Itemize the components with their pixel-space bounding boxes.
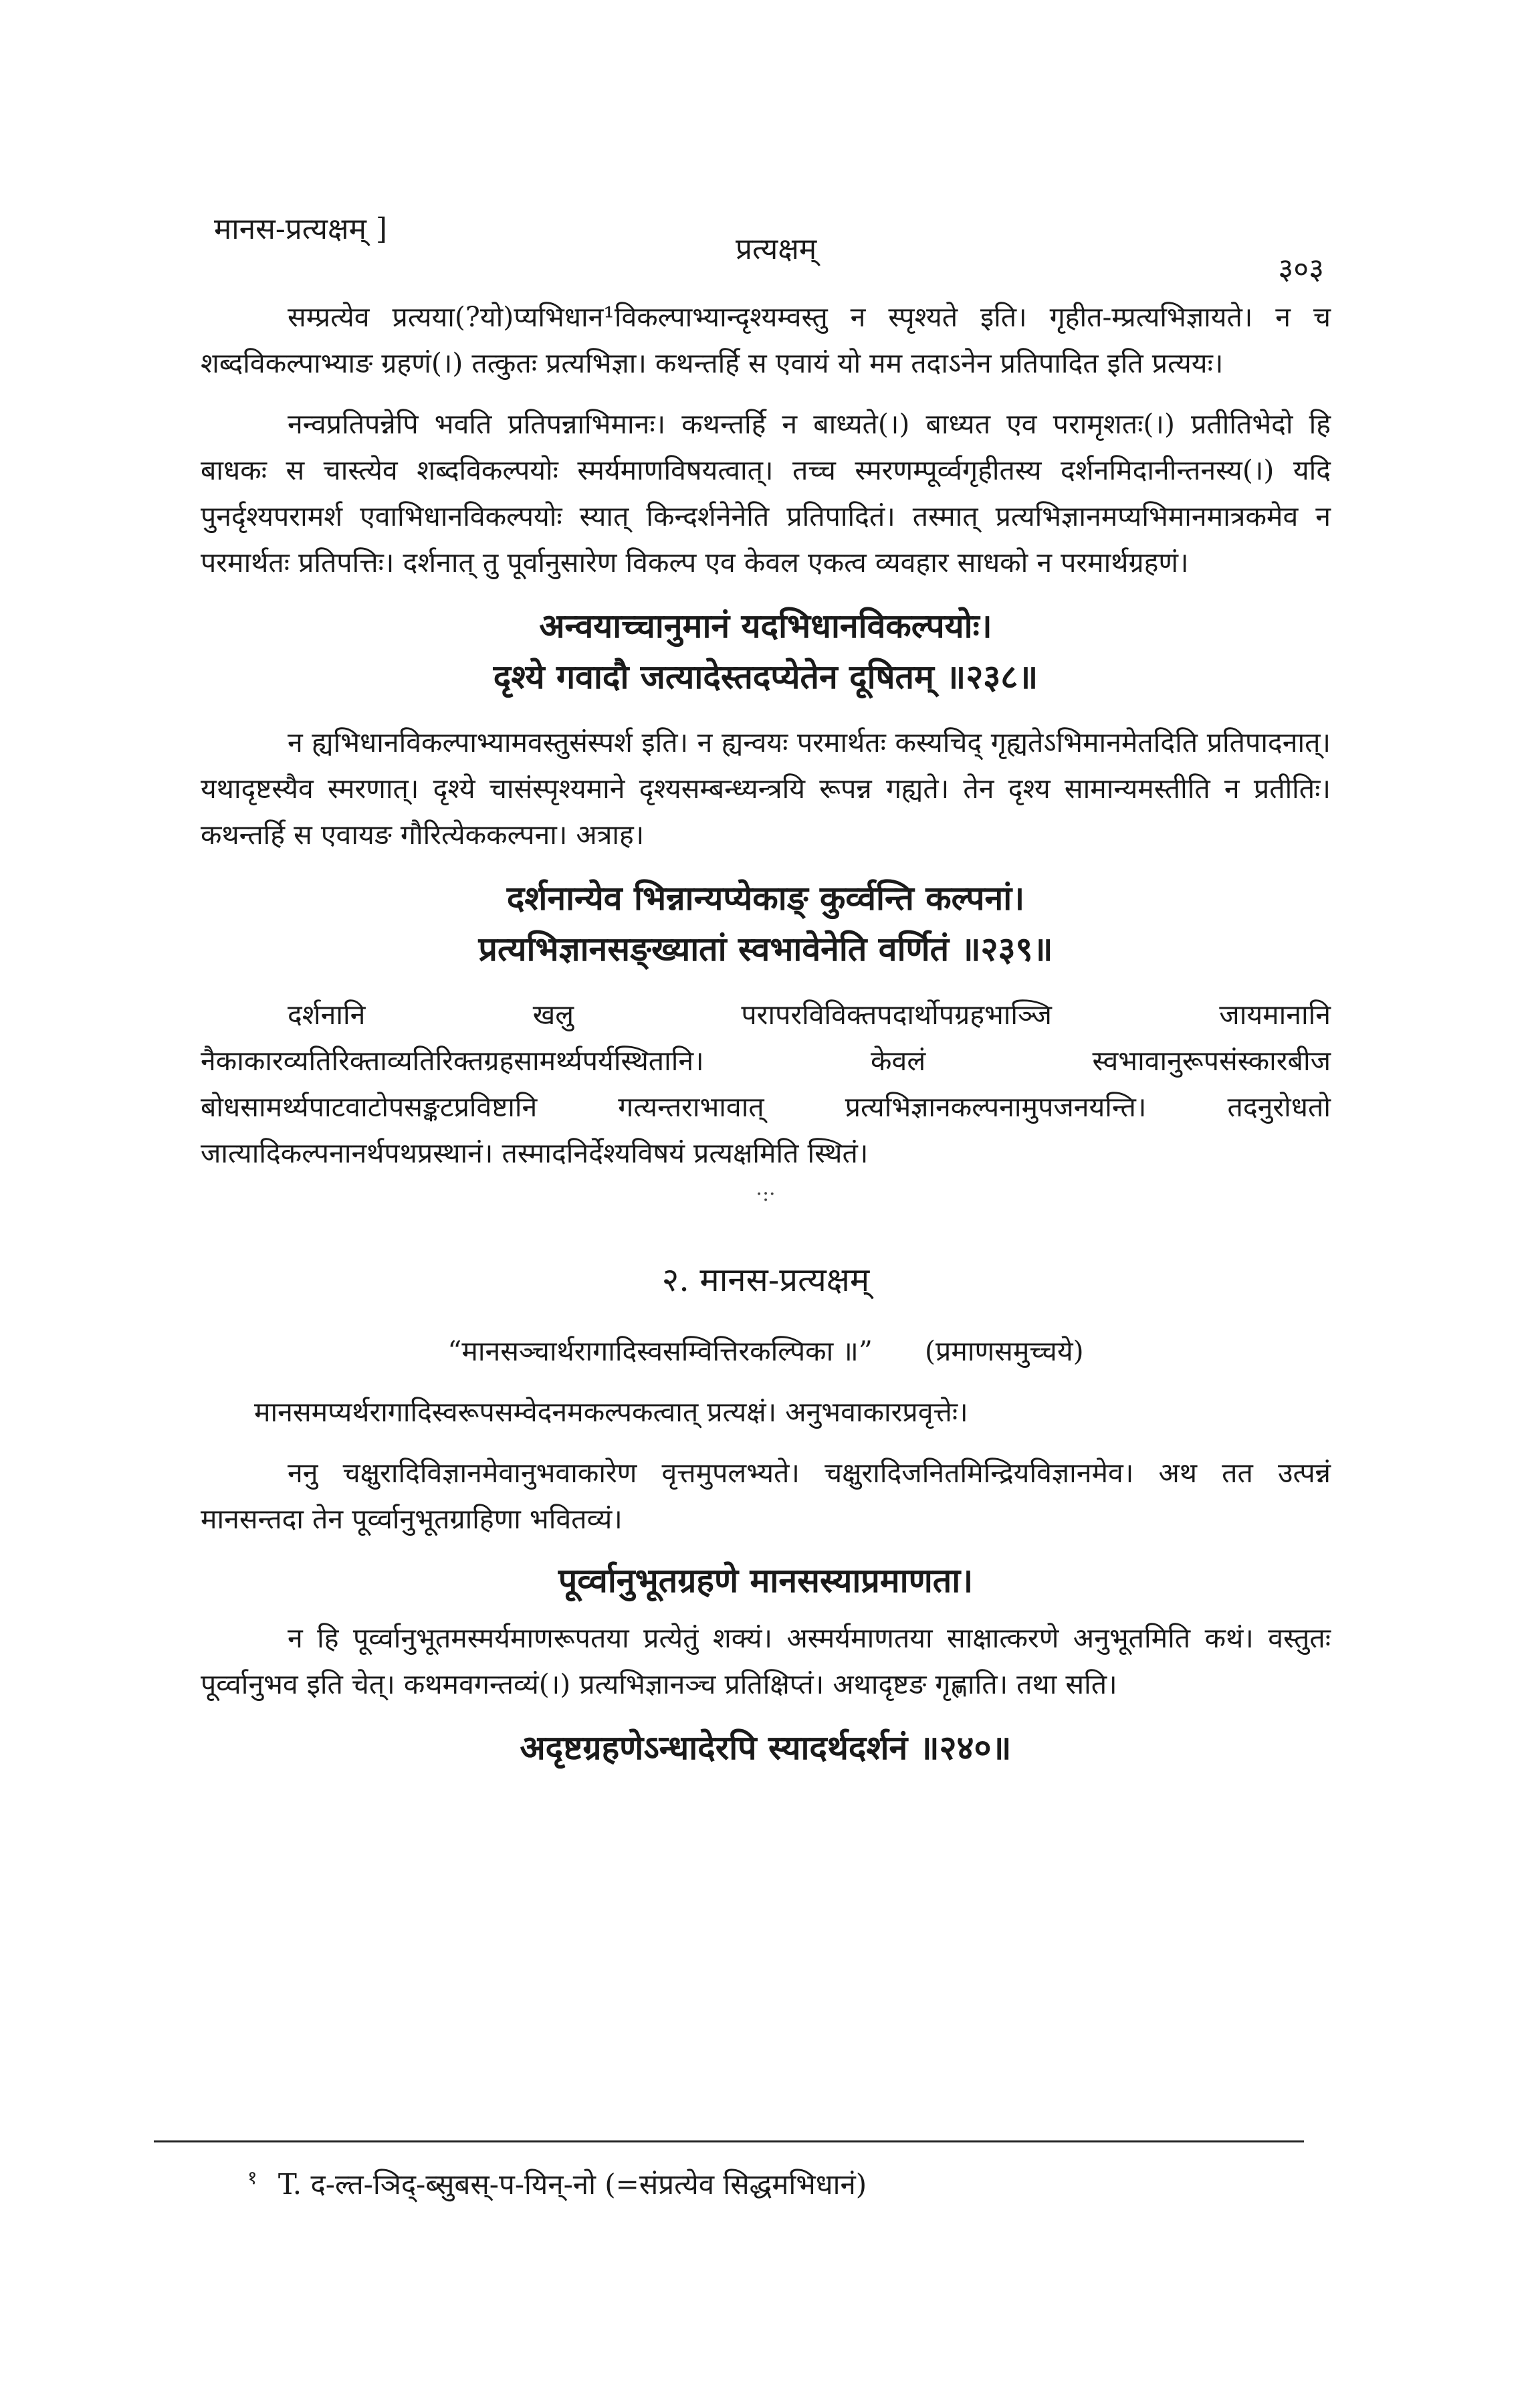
verse-238 [201, 601, 1331, 702]
footnote [247, 2165, 867, 2203]
running-head-title: प्रत्यक्षम् [736, 232, 817, 266]
paragraph-1: सम्प्रत्येव प्रत्यया(?यो)प्यभिधान¹विकल्पाभ्यान्दृश्यम्वस्तु न स्पृश्यते इति। गृहीत-म्प्रत्यभिज्ञायते। न च शब्दविकल्पाभ्याङ ग्रहणं(।) तत्कुतः प्रत्यभिज्ञा। कथन्तर्हि स एवायं यो मम तदाऽनेन प्रतिपादित इति प्रत्ययः। [201, 301, 1331, 379]
paragraph-after-verse-238: न ह्यभिधानविकल्पाभ्यामवस्तुसंस्पर्श इति। न ह्यन्वयः परमार्थतः कस्यचिद् गृह्यतेऽभिमानमेतदिति प्रतिपादनात्। यथादृष्टस्यैव स्मरणात्। दृश्ये चासंस्पृश्यमाने दृश्यसम्बन्ध्यन्त्रयि रूपन्न गह्यते। तेन दृश्य सामान्यमस्तीति न प्रतीतिः। कथन्तर्हि स एवायङ गौरित्येककल्पना। अत्राह। [201, 726, 1331, 851]
verse-238-line-2: दृश्ये गवादौ जत्यादेस्तदप्येतेन दूषितम् ॥२३८॥ [493, 657, 1038, 696]
verse-240: अदृष्टग्रहणेऽन्धादेरपि स्यादर्थदर्शनं ॥२४०॥ [520, 1728, 1012, 1767]
paragraph-2: नन्वप्रतिपन्नेपि भवति प्रतिपन्नाभिमानः। कथन्तर्हि न बाध्यते(।) बाध्यत एव परामृशतः(।) प्रतीतिभेदो हि बाधकः स चास्त्येव शब्दविकल्पयोः स्मर्यमाणविषयत्वात्। तच्च स्मरणम्पूर्व्वगृहीतस्य दर्शनमिदानीन्तनस्य(।) यदि पुनर्दृश्यपरामर्श एवाभिधानविकल्पयोः स्यात् किन्दर्शनेनेति प्रतिपादितं। तस्मात् प्रत्यभिज्ञानमप्यभिमानमात्रकमेव न परमार्थतः प्रतिपत्तिः। दर्शनात् तु पूर्वानुसारेण विकल्प एव केवल एकत्व व्यवहार साधको न परमार्थग्रहणं। [201, 408, 1331, 579]
section-paragraph-1: ननु चक्षुरादिविज्ञानमेवानुभवाकारेण वृत्तमुपलभ्यते। चक्षुरादिजनितमिन्द्रियविज्ञानमेव। अथ तत उत्पन्नं मानसन्तदा तेन पूर्व्वानुभूतग्राहिणा भवितव्यं। [201, 1457, 1331, 1535]
section-break-dots: ·:· [756, 1183, 776, 1206]
paragraph-after-verse-239: दर्शनानि खलु परापरविविक्तपदार्थोपग्रहभाञ्जि जायमानानि नैकाकारव्यतिरिक्ताव्यतिरिक्तग्रहसामर्थ्यपर्यस्थितानि। केवलं स्वभावानुरूपसंस्कारबीज बोधसामर्थ्यपाटवाटोपसङ्कटप्रविष्टानि गत्यन्तराभावात् प्रत्यभिज्ञानकल्पनामुपजनयन्ति। तदनुरोधतो जात्यादिकल्पनानर्थपथप्रस्थानं। तस्मादनिर्देश्यविषयं प्रत्यक्षमिति स्थितं। [201, 999, 1331, 1169]
verse-239 [201, 873, 1331, 975]
quote-text: “मानसञ्चार्थरागादिस्वसम्वित्तिरकल्पिका ॥” [447, 1335, 873, 1367]
page-number: ३०३ [1278, 252, 1324, 286]
verse-239-line-1: दर्शनान्येव भिन्नान्यप्येकाङ् कुर्व्वन्ति कल्पनां। [506, 878, 1025, 918]
footnote-marker: १ [247, 2167, 257, 2189]
quoted-verse [201, 1328, 1331, 1375]
line-after-quote: मानसमप्यर्थरागादिस्वरूपसम्वेदनमकल्पकत्वात् प्रत्यक्षं। अनुभवाकारप्रवृत्तेः। [254, 1396, 968, 1428]
footnote-text: T. द-ल्त-ञिद्-ब्सुबस्-प-यिन्-नो (=संप्रत्येव सिद्धमभिधानं) [278, 2168, 867, 2201]
page-body [201, 294, 1331, 1791]
running-head-left: मानस-प्रत्यक्षम् ] [214, 212, 388, 246]
verse-239-line-2: प्रत्यभिज्ञानसङ्ख्यातां स्वभावेनेति वर्णितं ॥२३९॥ [478, 929, 1053, 969]
quote-source: (प्रमाणसमुच्चये) [925, 1335, 1084, 1367]
footnote-rule [154, 2140, 1304, 2142]
page-header [214, 201, 1324, 286]
section-title: २. मानस-प्रत्यक्षम् [661, 1261, 870, 1299]
sub-heading: पूर्व्वानुभूतग्रहणे मानसस्याप्रमाणता। [558, 1561, 974, 1600]
verse-238-line-1: अन्वयाच्चानुमानं यदभिधानविकल्पयोः। [539, 606, 992, 645]
section-paragraph-2: न हि पूर्व्वानुभूतमस्मर्यमाणरूपतया प्रत्येतुं शक्यं। अस्मर्यमाणतया साक्षात्करणे अनुभूतमिति कथं। वस्तुतः पूर्व्वानुभव इति चेत्। कथमवगन्तव्यं(।) प्रत्यभिज्ञानञ्च प्रतिक्षिप्तं। अथादृष्टङ गृह्णाति। तथा सति। [201, 1622, 1331, 1700]
